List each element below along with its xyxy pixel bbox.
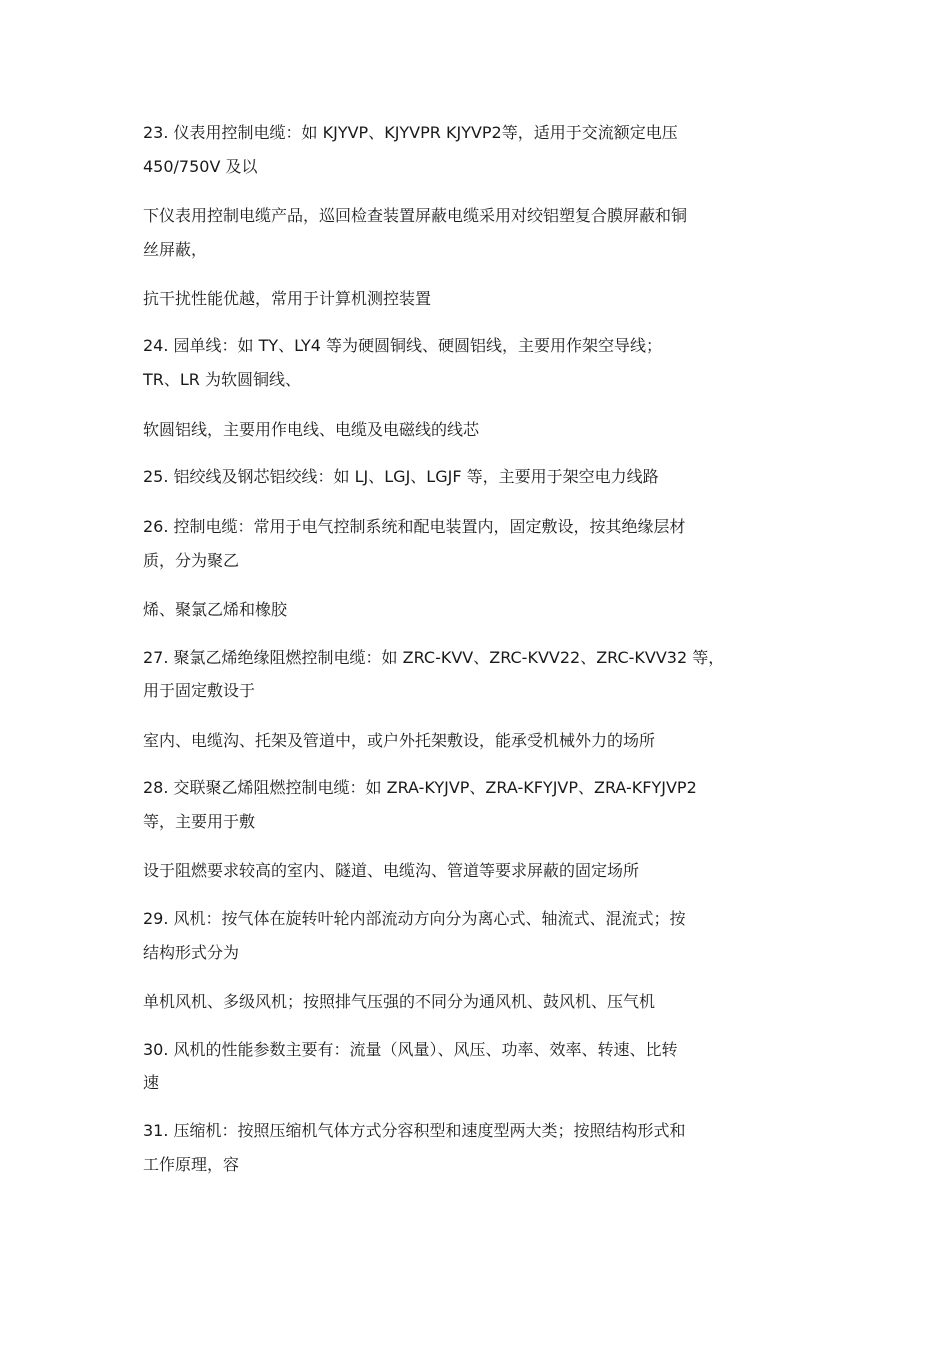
text-line: 丝屏蔽，: [143, 240, 208, 259]
text-line: 24. 园单线：如 TY、LY4 等为硬圆铜线、硬圆铝线，主要用作架空导线；: [143, 336, 662, 355]
text-line: 软圆铝线，主要用作电线、电缆及电磁线的线芯: [143, 420, 480, 439]
text-line: TR、LR 为软圆铜线、: [143, 370, 302, 389]
text-line: 设于阻燃要求较高的室内、隧道、电缆沟、管道等要求屏蔽的固定场所: [143, 861, 640, 880]
text-line: 烯、聚氯乙烯和橡胶: [143, 600, 288, 619]
text-line: 25. 铝绞线及钢芯铝绞线：如 LJ、LGJ、LGJF 等，主要用于架空电力线路: [143, 467, 659, 486]
text-line: 速: [143, 1073, 160, 1092]
text-line: 结构形式分为: [143, 943, 240, 962]
text-line: 室内、电缆沟、托架及管道中，或户外托架敷设，能承受机械外力的场所: [143, 731, 656, 750]
text-line: 27. 聚氯乙烯绝缘阻燃控制电缆：如 ZRC-KVV、ZRC-KVV22、ZRC-KVV32 等，: [143, 648, 725, 667]
text-line: 质，分为聚乙: [143, 551, 240, 570]
text-line: 用于固定敷设于: [143, 681, 256, 700]
text-line: 23. 仪表用控制电缆：如 KJYVP、KJYVPR KJYVP2等，适用于交流额定电压: [143, 123, 678, 142]
text-line: 等，主要用于敷: [143, 812, 256, 831]
text-line: 28. 交联聚乙烯阻燃控制电缆：如 ZRA-KYJVP、ZRA-KFYJVP、ZRA-KFYJVP2: [143, 778, 697, 797]
text-line: 下仪表用控制电缆产品，巡回检查装置屏蔽电缆采用对绞铝塑复合膜屏蔽和铜: [143, 206, 688, 225]
text-line: 抗干扰性能优越，常用于计算机测控装置: [143, 289, 432, 308]
text-line: 工作原理，容: [143, 1155, 240, 1174]
text-line: 31. 压缩机：按照压缩机气体方式分容积型和速度型两大类；按照结构形式和: [143, 1121, 686, 1140]
text-line: 450/750V 及以: [143, 157, 258, 176]
text-line: 26. 控制电缆：常用于电气控制系统和配电装置内，固定敷设，按其绝缘层材: [143, 517, 686, 536]
text-line: 单机风机、多级风机；按照排气压强的不同分为通风机、鼓风机、压气机: [143, 992, 656, 1011]
text-line: 29. 风机：按气体在旋转叶轮内部流动方向分为离心式、轴流式、混流式；按: [143, 909, 686, 928]
text-line: 30. 风机的性能参数主要有：流量（风量）、风压、功率、效率、转速、比转: [143, 1040, 678, 1059]
